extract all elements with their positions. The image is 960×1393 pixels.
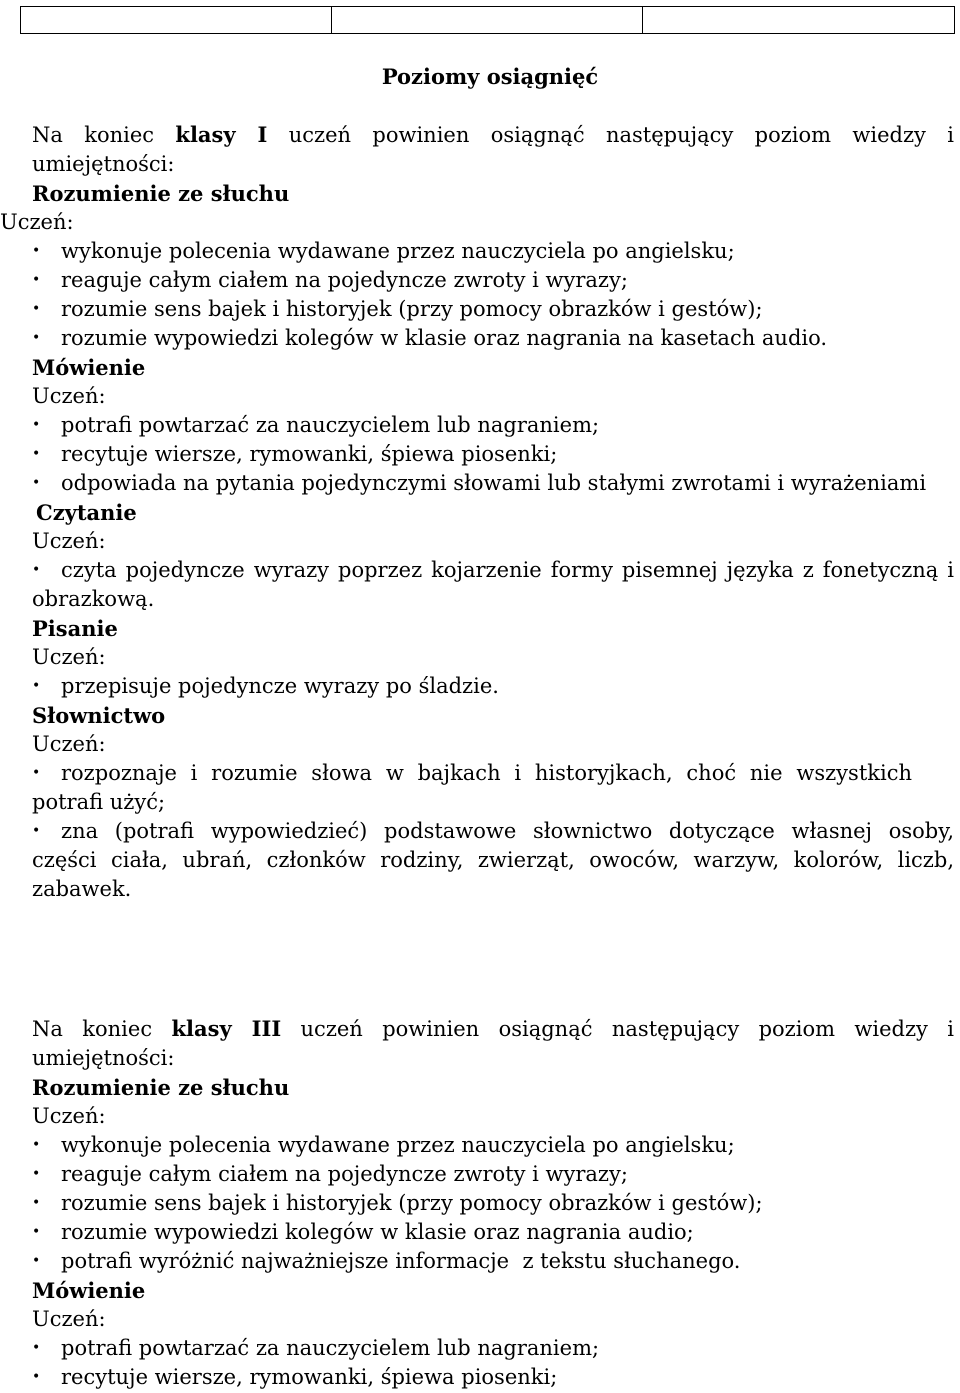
list-item: • potrafi powtarzać za nauczycielem lub nagraniem; [0,411,960,440]
area-heading-vocabulary: Słownictwo [32,703,166,728]
list-item: • recytuje wiersze, rymowanki, śpiewa piosenki; [0,1363,960,1392]
list-item: • czyta pojedyncze wyrazy poprzez kojarzenie formy pisemnej języka z fonetyczną i obrazkową. [32,558,954,611]
list-item: • reaguje całym ciałem na pojedyncze zwroty i wyrazy; [0,1160,960,1189]
speaking-list [0,411,960,498]
list-item: • wykonuje polecenia wydawane przez nauczyciela po angielsku; [0,1131,960,1160]
listening-list [0,237,960,353]
bullet-icon: • [32,272,41,288]
intro-text: uczeń powinien osiągnąć następujący poziom wiedzy i umiejętności: [32,1017,954,1070]
bullet-icon: • [32,446,41,462]
bullet-icon: • [32,475,41,491]
header-cell-2 [332,7,643,34]
bullet-icon: • [32,562,41,578]
class-label: klasy III [171,1016,282,1041]
page-title: Poziomy osiągnięć [381,64,599,89]
list-item: • potrafi wyróżnić najważniejsze informacje z tekstu słuchanego. [0,1247,960,1276]
bullet-icon: • [32,1195,41,1211]
bullet-icon: • [32,243,41,259]
student-label: Uczeń: [0,210,74,234]
bullet-icon: • [32,1369,41,1385]
area-heading-listening: Rozumienie ze słuchu [32,181,290,206]
bullet-icon: • [32,417,41,433]
student-label: Uczeń: [32,1307,106,1331]
area-heading-writing: Pisanie [32,616,118,641]
bullet-icon: • [32,1137,41,1153]
area-heading-listening: Rozumienie ze słuchu [32,1075,290,1100]
list-item: • potrafi powtarzać za nauczycielem lub nagraniem; [0,1334,960,1363]
list-item: • rozpoznaje i rozumie słowa w bajkach i historyjkach, choć nie wszystkich potrafi użyć; [32,761,912,814]
section-intro [0,120,960,179]
list-item: • reaguje całym ciałem na pojedyncze zwroty i wyrazy; [0,266,960,295]
section-class-3 [0,1014,960,1392]
list-item: • wykonuje polecenia wydawane przez nauczyciela po angielsku; [0,237,960,266]
header-cell-3 [643,7,955,34]
intro-text: Na koniec [32,1017,172,1041]
intro-text: uczeń powinien osiągnąć następujący poziom wiedzy i umiejętności: [32,123,954,176]
header-table [20,6,955,34]
list-item: • rozumie wypowiedzi kolegów w klasie oraz nagrania audio; [0,1218,960,1247]
list-item: • rozumie wypowiedzi kolegów w klasie oraz nagrania na kasetach audio. [0,324,960,353]
bullet-icon: • [32,765,41,781]
student-label: Uczeń: [32,645,106,669]
list-item: • rozumie sens bajek i historyjek (przy pomocy obrazków i gestów); [0,1189,960,1218]
area-heading-speaking: Mówienie [32,1278,146,1303]
list-item: • zna (potrafi wypowiedzieć) podstawowe słownictwo dotyczące własnej osoby, części ciała, ubrań, członków rodziny, zwierząt, owoców, warzyw, kolorów, liczb, zabawek. [32,819,954,901]
bullet-icon: • [32,1224,41,1240]
section-class-1 [0,120,960,904]
student-label: Uczeń: [32,529,106,553]
list-item: • odpowiada na pytania pojedynczymi słowami lub stałymi zwrotami i wyrażeniami [0,469,960,498]
student-label: Uczeń: [32,732,106,756]
bullet-icon: • [32,330,41,346]
bullet-icon: • [32,678,41,694]
list-item: • rozumie sens bajek i historyjek (przy pomocy obrazków i gestów); [0,295,960,324]
student-label: Uczeń: [32,384,106,408]
class-label: klasy I [175,122,268,147]
bullet-icon: • [32,1166,41,1182]
student-label: Uczeń: [32,1104,106,1128]
list-item: • przepisuje pojedyncze wyrazy po śladzie. [0,672,960,701]
reading-list [0,556,960,614]
writing-list [0,672,960,701]
bullet-icon: • [32,1253,41,1269]
intro-text: Na koniec [32,123,176,147]
header-cell-1 [21,7,332,34]
list-item: • recytuje wiersze, rymowanki, śpiewa piosenki; [0,440,960,469]
area-heading-reading: Czytanie [36,500,137,525]
vocabulary-list [0,759,960,904]
bullet-icon: • [32,823,41,839]
section-intro [0,1014,960,1073]
bullet-icon: • [32,1340,41,1356]
bullet-icon: • [32,301,41,317]
area-heading-speaking: Mówienie [32,355,146,380]
listening-list [0,1131,960,1276]
speaking-list [0,1334,960,1392]
